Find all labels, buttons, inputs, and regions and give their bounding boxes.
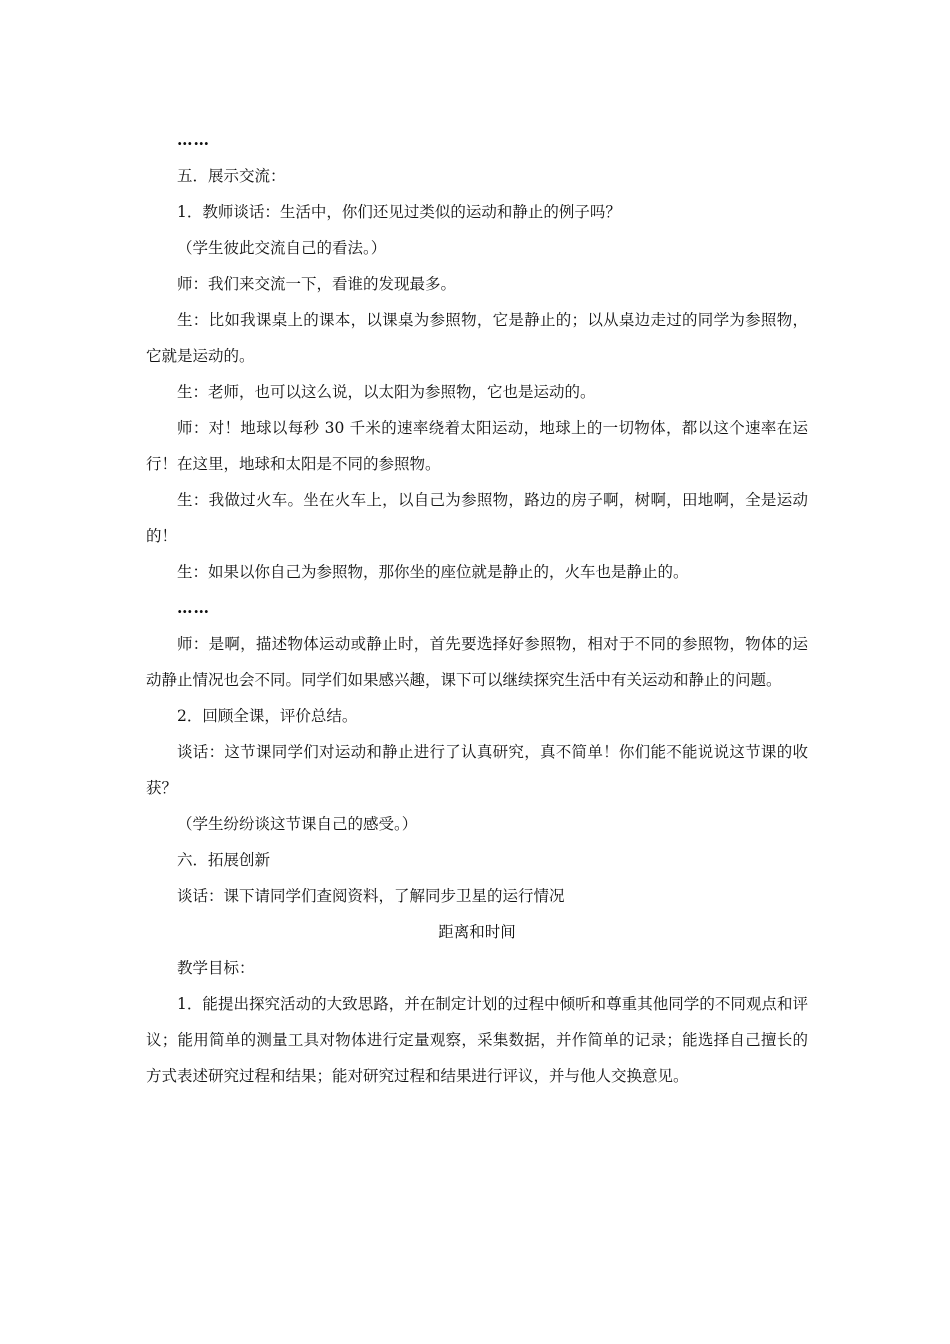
paragraph: 师：对！地球以每秒 30 千米的速率绕着太阳运动，地球上的一切物体，都以这个速率在运行！在这里，地球和太阳是不同的参照物。 <box>146 419 808 473</box>
paragraph: 生：如果以你自己为参照物，那你坐的座位就是静止的，火车也是静止的。 <box>177 563 689 581</box>
paragraph: （学生彼此交流自己的看法。） <box>177 239 387 257</box>
paragraph: 师：是啊，描述物体运动或静止时，首先要选择好参照物，相对于不同的参照物，物体的运动静止情况也会不同。同学们如果感兴趣，课下可以继续探究生活中有关运动和静止的问题。 <box>146 635 808 689</box>
ellipsis-line: …… <box>177 598 210 617</box>
section-heading-exchange: 五．展示交流： <box>177 167 286 185</box>
document-body <box>146 122 808 1094</box>
paragraph: 谈话：这节课同学们对运动和静止进行了认真研究，真不简单！你们能不能说说这节课的收获？ <box>146 743 808 797</box>
paragraph: 1．能提出探究活动的大致思路，并在制定计划的过程中倾听和尊重其他同学的不同观点和评议；能用简单的测量工具对物体进行定量观察，采集数据，并作简单的记录；能选择自己擅长的方式表述研究过程和结果；能对研究过程和结果进行评议，并与他人交换意见。 <box>146 995 808 1085</box>
paragraph: 谈话：课下请同学们查阅资料，了解同步卫星的运行情况 <box>177 887 565 905</box>
ellipsis-line: …… <box>177 130 210 149</box>
paragraph: 1．教师谈话：生活中，你们还见过类似的运动和静止的例子吗？ <box>177 203 621 221</box>
paragraph: （学生纷纷谈这节课自己的感受。） <box>177 815 418 833</box>
section-heading-extension: 六．拓展创新 <box>177 851 271 869</box>
paragraph: 生：我做过火车。坐在火车上，以自己为参照物，路边的房子啊，树啊，田地啊，全是运动的！ <box>146 491 808 545</box>
paragraph: 生：比如我课桌上的课本，以课桌为参照物，它是静止的；以从桌边走过的同学为参照物，它就是运动的。 <box>146 311 808 365</box>
paragraph: 师：我们来交流一下，看谁的发现最多。 <box>177 275 457 293</box>
lesson-title: 距离和时间 <box>438 923 516 941</box>
paragraph: 生：老师，也可以这么说，以太阳为参照物，它也是运动的。 <box>177 383 596 401</box>
section-heading-objectives: 教学目标： <box>177 959 255 977</box>
paragraph: 2．回顾全课，评价总结。 <box>177 707 358 725</box>
